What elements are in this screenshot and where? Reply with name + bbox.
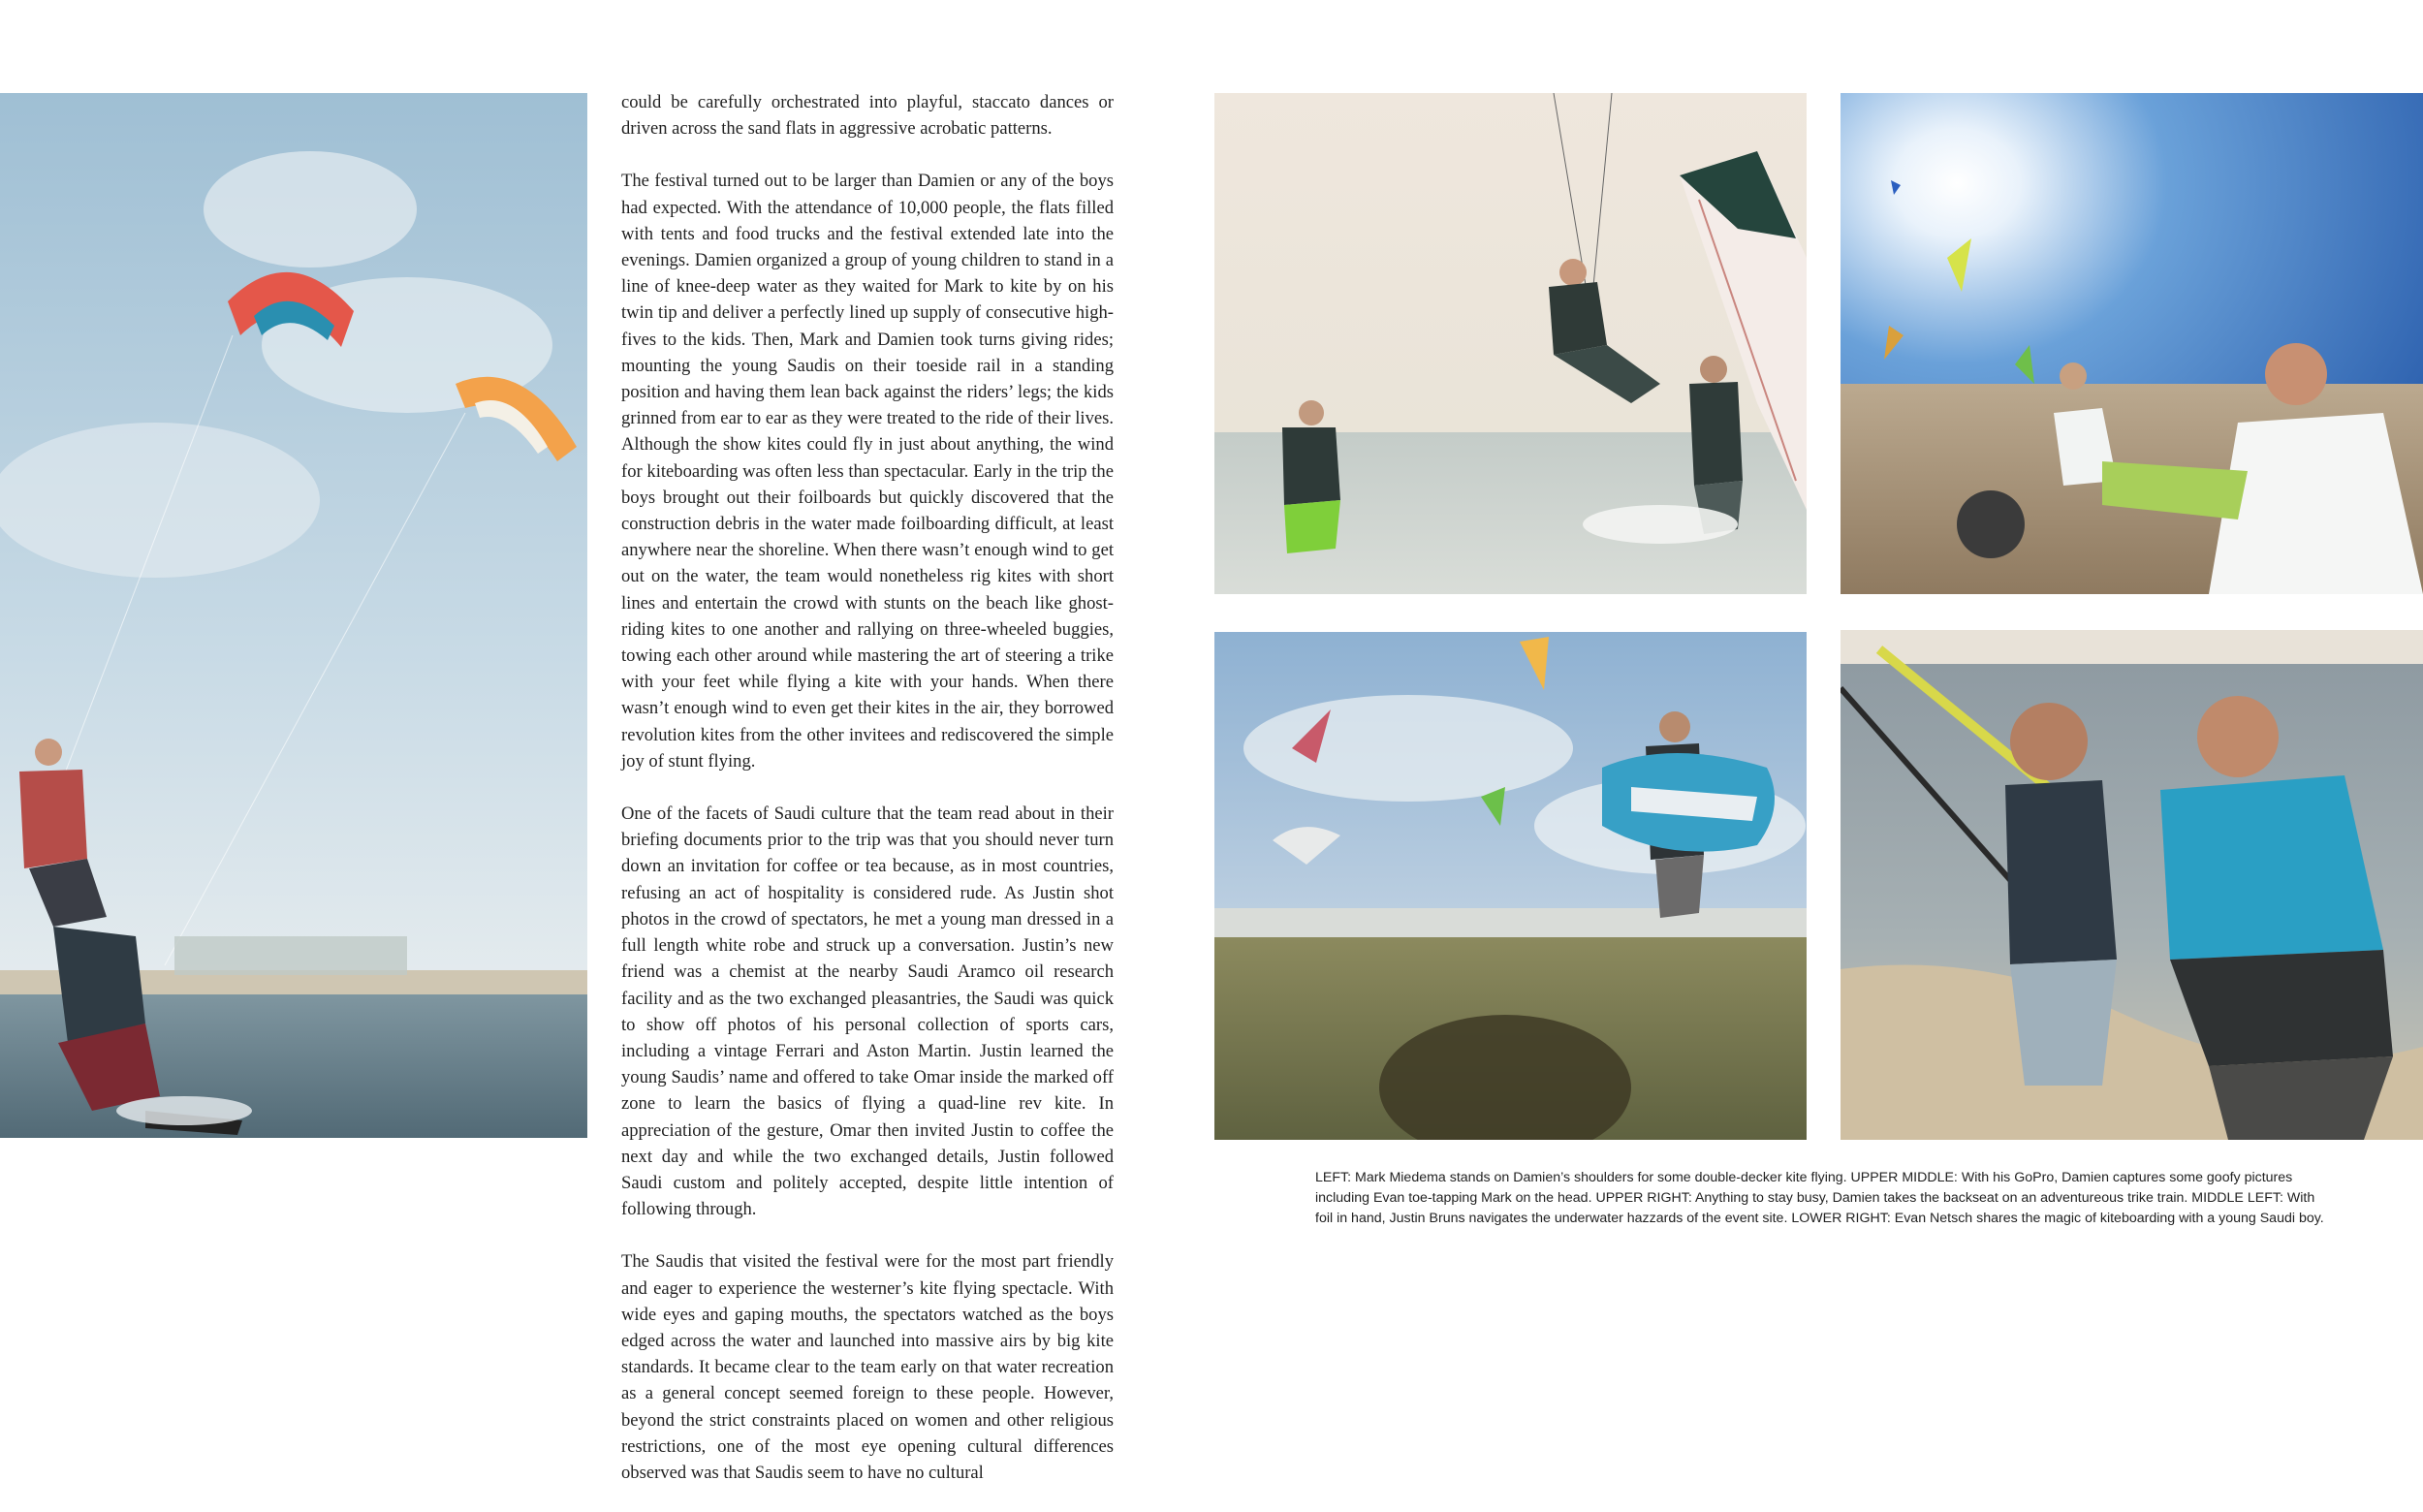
- article-paragraph: One of the facets of Saudi culture that the team read about in their briefing documents prior to the trip was that you should never turn down an invitation for coffee or tea because, as in most countries, refusing an act of hospitality is considered rude. As Justin shot photos in the crowd of spectators, he met a young man dressed in a full length white robe and struck up a conversation. Justin’s new friend was a chemist at the nearby Saudi Aramco oil research facility and as the two exchanged pleasantries, the Saudi was quick to show off photos of his personal collection of sports cars, including a vintage Ferrari and Aston Martin. Justin learned the young Saudis’ name and offered to take Omar inside the marked off zone to learn the basics of flying a quad-line rev kite. In appreciation of the gesture, Omar then invited Justin to coffee the next day and while the two exchanged details, Justin followed Saudi custom and politely accepted, despite little intention of following through.: [621, 803, 1114, 1220]
- upper-middle-photo-gopro-toe-tap: [1214, 93, 1807, 594]
- left-photo-double-decker-kiting: [0, 93, 587, 1138]
- article-paragraph: could be carefully orchestrated into playful, staccato dances or driven across the sand flats in aggressive acrobatic patterns.: [621, 92, 1114, 140]
- middle-left-photo-foil-underwater: [1214, 632, 1807, 1140]
- upper-right-photo-trike-train: [1841, 93, 2423, 594]
- article-paragraph: The Saudis that visited the festival were for the most part friendly and eager to experience the westerner’s kite flying spectacle. With wide eyes and gaping mouths, the spectators watched as the boys edged across the water and launched into massive airs by big kite standards. It became clear to the team early on that water recreation as a general concept seemed foreign to these people. However, beyond the strict constraints placed on women and other religious restrictions, one of the most eye opening cultural differences observed was that Saudis seem to have no cultural: [621, 1251, 1114, 1483]
- article-paragraph: The festival turned out to be larger than Damien or any of the boys had expected. With the attendance of 10,000 people, the flats filled with tents and food trucks and the festival extended late into the evenings. Damien organized a group of young children to stand in a line of knee-deep water as they waited for Mark to kite by on his twin tip and deliver a perfectly lined up supply of consecutive high-fives to the kids. Then, Mark and Damien took turns giving rides; mounting the young Saudis on their toeside rail in a standing position and having them lean back against the riders’ legs; the kids grinned from ear to ear as they were treated to the ride of their lives. Although the show kites could fly in just about anything, the wind for kiteboarding was often less than spectacular. Early in the trip the boys brought out their foilboards but quickly discovered that the construction debris in the water made foilboarding difficult, at least anywhere near the shoreline. When there wasn’t enough wind to get out on the water, the team would nonetheless rig kites with short lines and entertain the crowd with stunts on the beach like ghost-riding kites to one another and rallying on three-wheeled buggies, towing each other around while mastering the art of steering a trike with your feet while flying a kite with your hands. When there wasn’t enough wind to even get their kites in the air, they borrowed revolution kites from the other invitees and rediscovered the simple joy of stunt flying.: [621, 171, 1114, 772]
- article-body: [621, 89, 1114, 1512]
- lower-right-photo-kiteboarding-lesson: [1841, 630, 2423, 1140]
- photo-captions: LEFT: Mark Miedema stands on Damien’s shoulders for some double-decker kite flying. UPPER MIDDLE: With his GoPro, Damien captures some goofy pictures including Evan toe-tapping Mark on the head. UPPER RIGHT: Anything to stay busy, Damien takes the backseat on an adventureous trike train. MIDDLE LEFT: With foil in hand, Justin Bruns navigates the underwater hazzards of the event site. LOWER RIGHT: Evan Netsch shares the magic of kiteboarding with a young Saudi boy.: [1315, 1170, 2324, 1226]
